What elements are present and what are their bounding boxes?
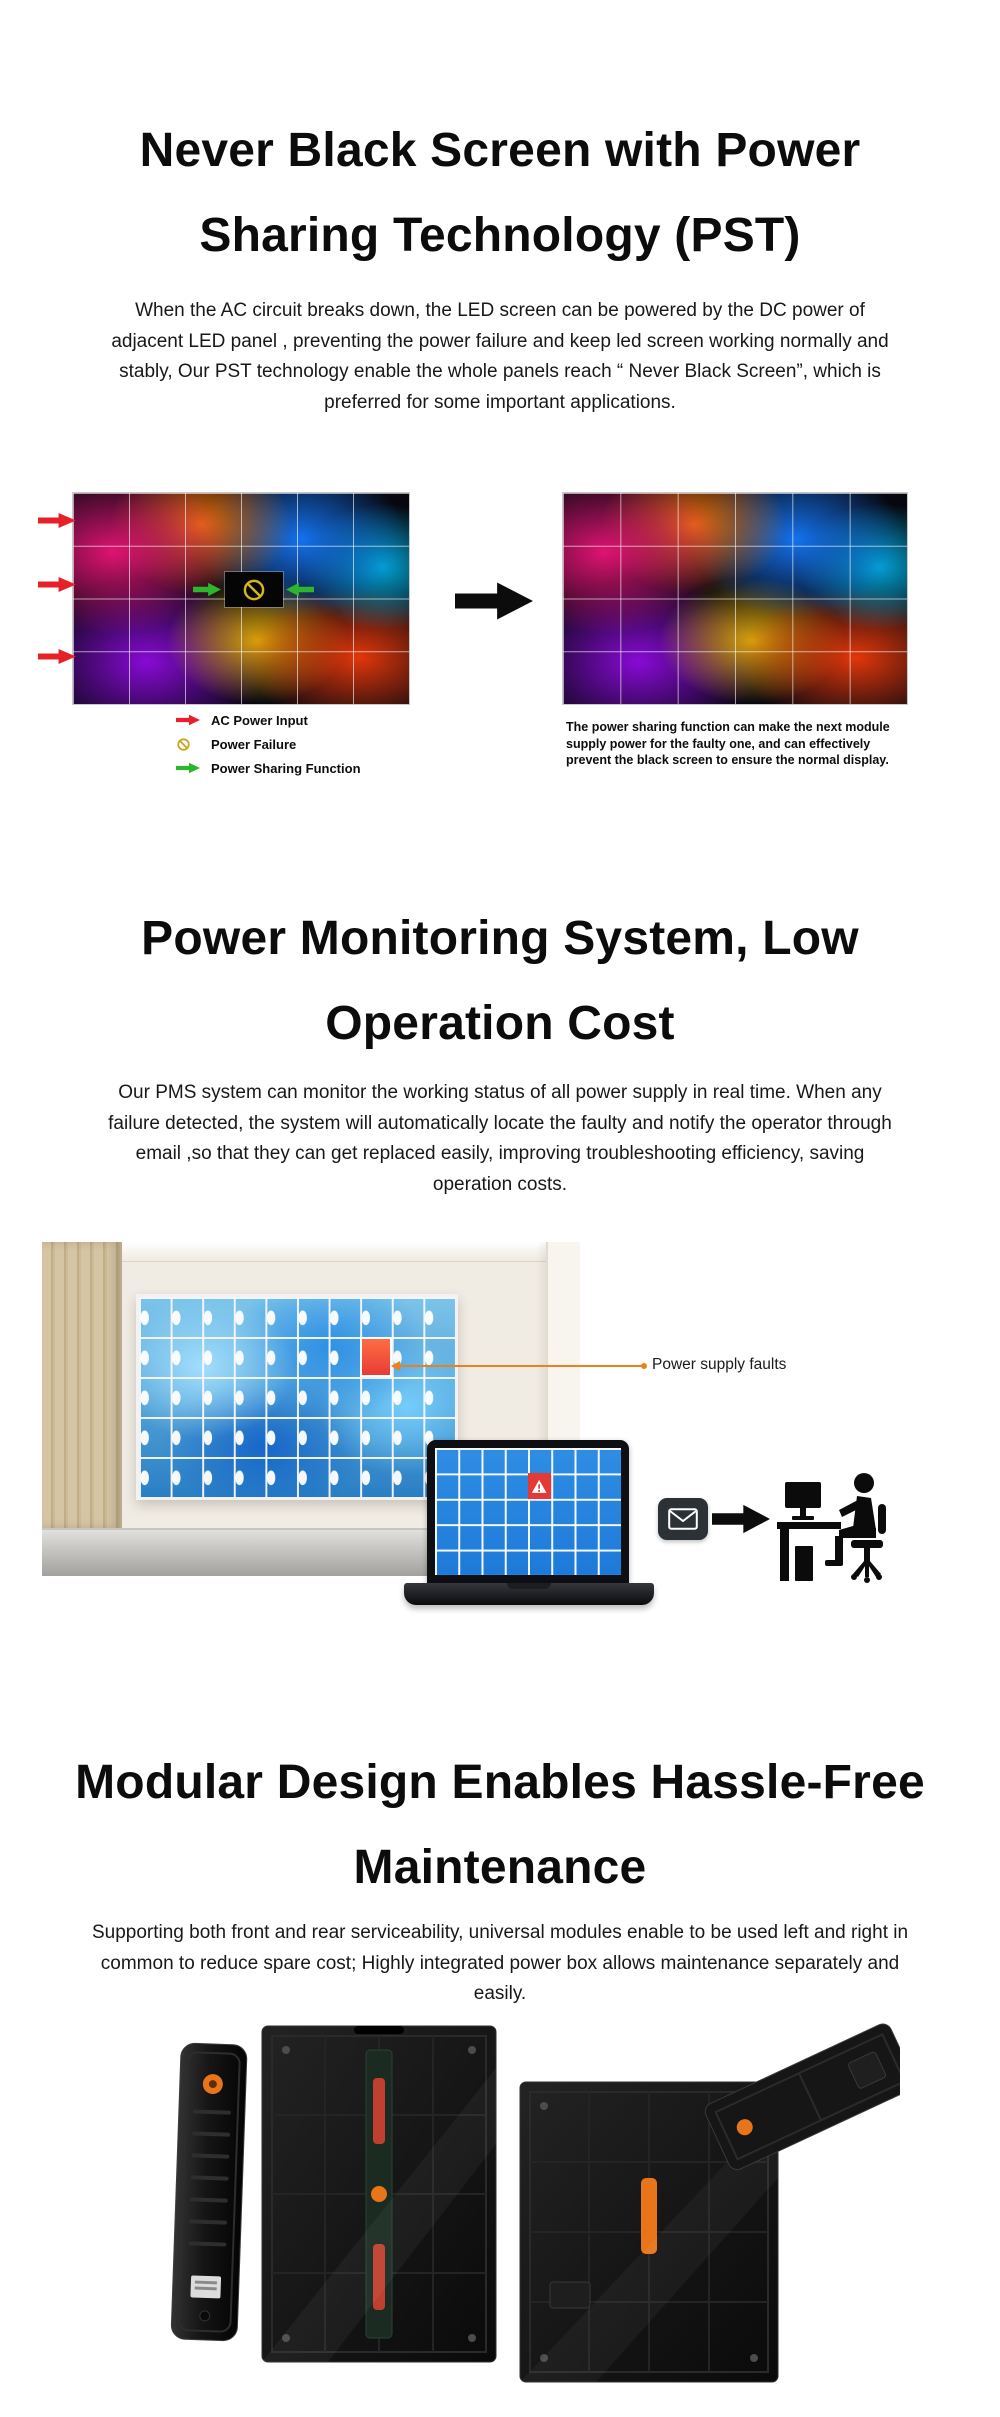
- pms-title: [0, 896, 1000, 1066]
- pms-paragraph: Our PMS system can monitor the working status of all power supply in real time. When any failure detected, the system will automatically locate the faulty and notify the operator through email ,so that they can get replaced easily, improving troubleshooting efficiency, saving operation costs.: [108, 1082, 892, 1195]
- pst-legend: [176, 712, 361, 776]
- wood-slat-wall: [42, 1242, 122, 1528]
- legend-icon-wrap: [176, 714, 202, 726]
- operator-at-desk-icon: [777, 1458, 899, 1588]
- led-screen-after-image: [562, 492, 908, 705]
- modular-panels-image: [130, 2016, 900, 2386]
- legend-label-power-sharing: Power Sharing Function: [211, 760, 361, 776]
- warning-triangle-icon: [531, 1479, 547, 1494]
- email-badge: [658, 1498, 708, 1540]
- power-supply-wall: [136, 1294, 458, 1500]
- faulty-power-supply-cell: [360, 1337, 392, 1377]
- pst-paragraph: When the AC circuit breaks down, the LED screen can be powered by the DC power of adjacent LED panel , preventing the power failure and keep led screen working normally and stably, Our PST technology enable the whole panels reach “ Never Black Screen”, which is preferred for some important applications.: [111, 300, 889, 413]
- ac-input-arrow-1-icon: [38, 512, 76, 529]
- legend-icon-wrap: [176, 762, 202, 774]
- laptop-screen: [427, 1440, 629, 1583]
- scene-ceiling: [42, 1242, 580, 1262]
- modular-paragraph: Supporting both front and rear serviceability, universal modules enable to be used left and right in common to reduce spare cost; Highly integrated power box allows maintenance separately and easily.: [91, 1922, 909, 2004]
- power-supply-grid-overlay: [139, 1297, 455, 1497]
- power-failure-overlay: [225, 572, 283, 607]
- power-failure-icon: [239, 576, 269, 604]
- cabinet-left-image: [262, 2026, 496, 2362]
- modular-title-line1: Modular Design Enables Hassle-Free: [75, 1756, 925, 1809]
- legend-label-ac-power: AC Power Input: [211, 712, 308, 728]
- fault-callout-label: Power supply faults: [652, 1356, 787, 1373]
- pst-title-line1: Never Black Screen with Power: [139, 124, 861, 177]
- monitoring-grid-overlay: [435, 1448, 621, 1575]
- detached-module-image: [702, 2021, 900, 2172]
- notify-arrow-icon: [712, 1503, 770, 1535]
- modular-title: [0, 1740, 1000, 1910]
- legend-item-ac-power: [176, 712, 361, 728]
- legend-label-power-failure: Power Failure: [211, 736, 297, 752]
- envelope-icon: [668, 1508, 698, 1530]
- legend-item-power-failure: [176, 736, 361, 752]
- pst-title: [0, 108, 1000, 278]
- power-box-image: [171, 2043, 247, 2341]
- ac-input-arrow-3-icon: [38, 648, 76, 665]
- led-grid-overlay: [563, 493, 907, 704]
- pst-title-line2: Sharing Technology (PST): [199, 209, 801, 262]
- monitoring-software-screen: [435, 1448, 621, 1575]
- pst-caption: The power sharing function can make the next module supply power for the faulty one, and can effectively prevent the black screen to ensure the normal display.: [566, 720, 890, 767]
- led-screen-before-image: [72, 492, 410, 705]
- pms-title-line1: Power Monitoring System, Low: [141, 912, 859, 965]
- alert-cell: [528, 1473, 551, 1498]
- modular-title-line2: Maintenance: [353, 1841, 647, 1894]
- pms-title-line2: Operation Cost: [325, 997, 675, 1050]
- power-failure-legend-icon: [176, 737, 191, 752]
- legend-item-power-sharing: [176, 760, 361, 776]
- fault-callout-line: [400, 1365, 644, 1367]
- ac-input-arrow-2-icon: [38, 576, 76, 593]
- legend-icon-wrap: [176, 737, 202, 752]
- ac-power-arrow-icon: [176, 714, 200, 726]
- transition-arrow-icon: [455, 580, 533, 622]
- power-sharing-arrow-icon: [176, 762, 200, 774]
- laptop-base: [404, 1583, 654, 1605]
